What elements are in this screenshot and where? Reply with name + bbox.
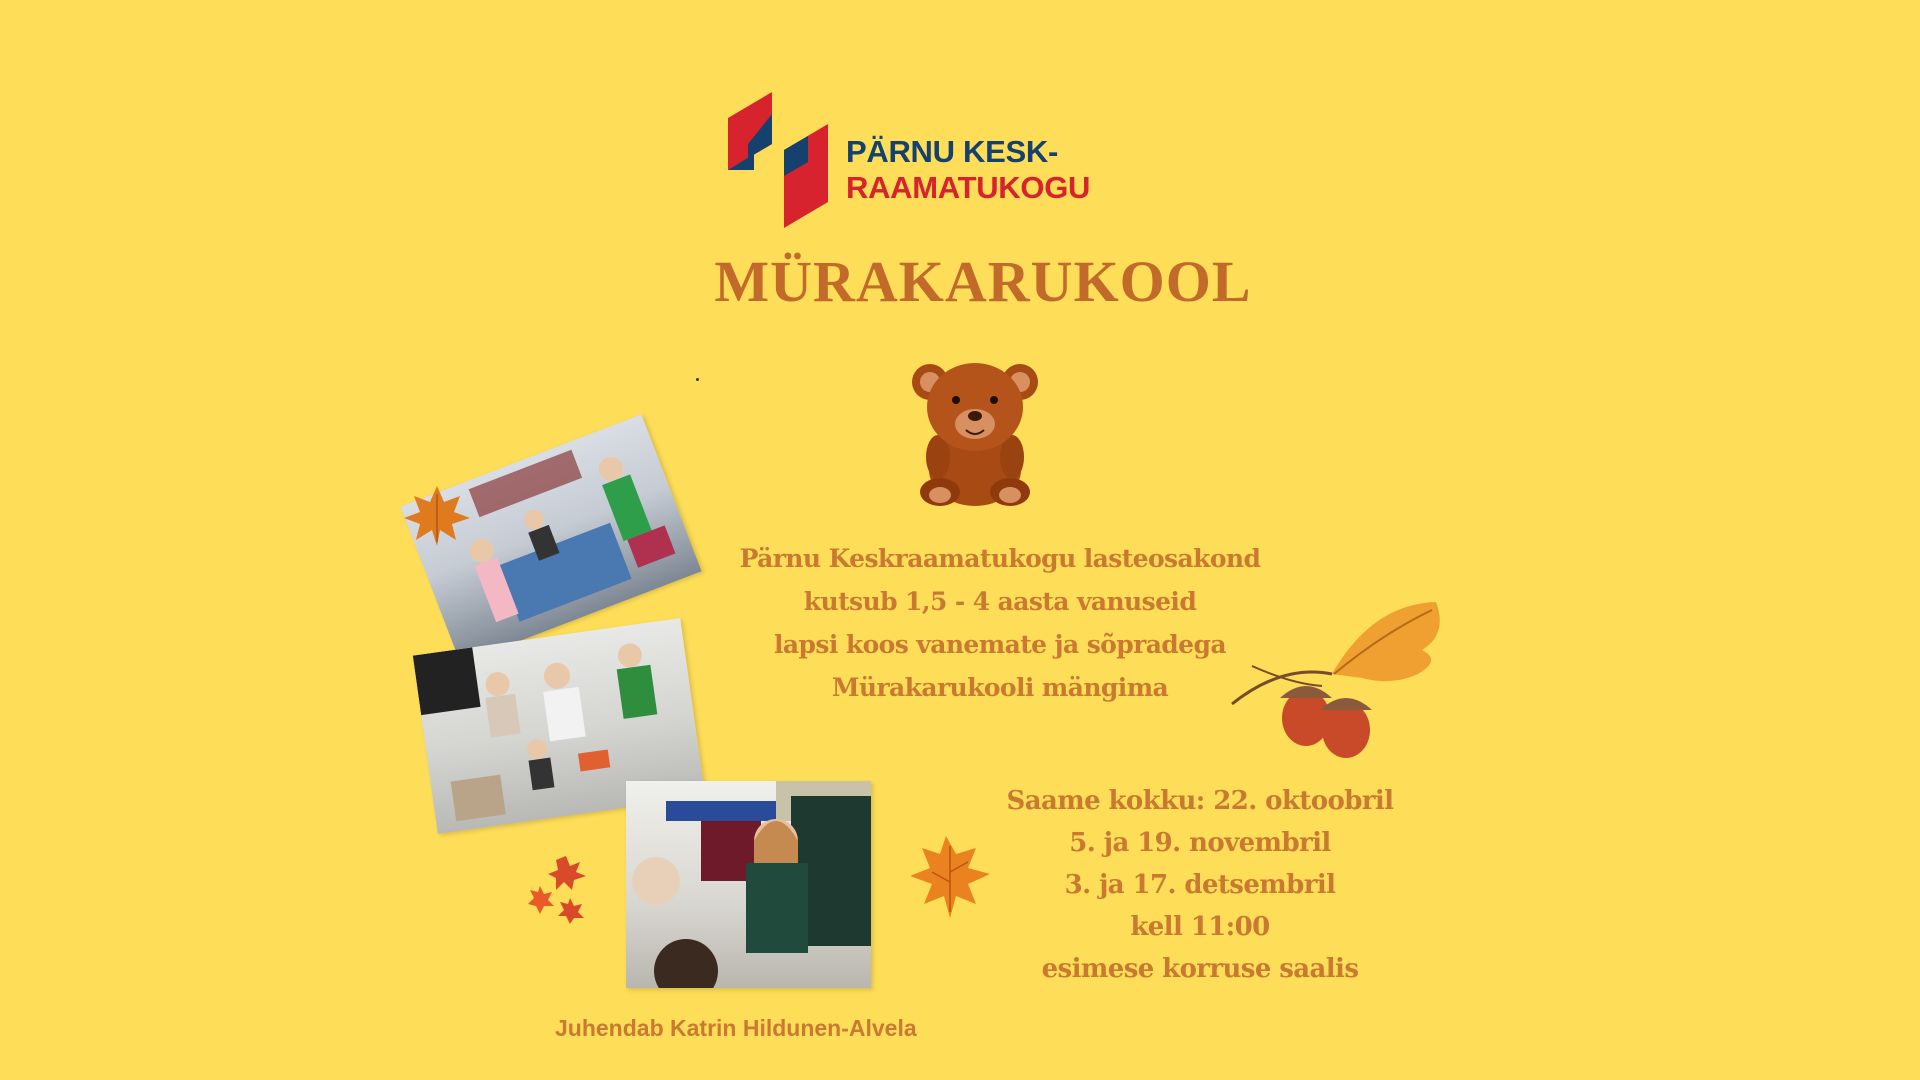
schedule-line: kell 11:00 bbox=[1130, 912, 1270, 942]
logo-text bbox=[846, 134, 1090, 206]
intro-text bbox=[700, 537, 1300, 709]
intro-line: kutsub 1,5 - 4 aasta vanuseid bbox=[803, 587, 1197, 616]
event-photo-3 bbox=[626, 781, 871, 988]
intro-line: Pärnu Keskraamatukogu lasteosakond bbox=[739, 544, 1261, 573]
schedule-line: 3. ja 17. detsembril bbox=[1064, 870, 1336, 900]
teddy-bear-icon bbox=[900, 352, 1050, 516]
intro-line: lapsi koos vanemate ja sõpradega bbox=[774, 630, 1226, 659]
logo-line-2: RAAMATUKOGU bbox=[846, 170, 1091, 205]
schedule bbox=[950, 780, 1450, 990]
autumn-leaf-icon bbox=[402, 482, 472, 552]
stray-dot bbox=[696, 378, 699, 381]
logo-line-1: PÄRNU KESK- bbox=[846, 134, 1058, 169]
schedule-line: 5. ja 19. novembril bbox=[1069, 828, 1331, 858]
schedule-line: Saame kokku: 22. oktoobril bbox=[1006, 786, 1394, 816]
leader-credit: Juhendab Katrin Hildunen-Alvela bbox=[555, 1015, 917, 1041]
schedule-line: esimese korruse saalis bbox=[1041, 954, 1359, 984]
page-title: MÜRAKARUKOOL bbox=[714, 249, 1252, 314]
small-leaf-icon bbox=[526, 854, 596, 928]
intro-line: Mürakarukooli mängima bbox=[831, 673, 1169, 702]
logo-mark-icon bbox=[724, 92, 834, 228]
